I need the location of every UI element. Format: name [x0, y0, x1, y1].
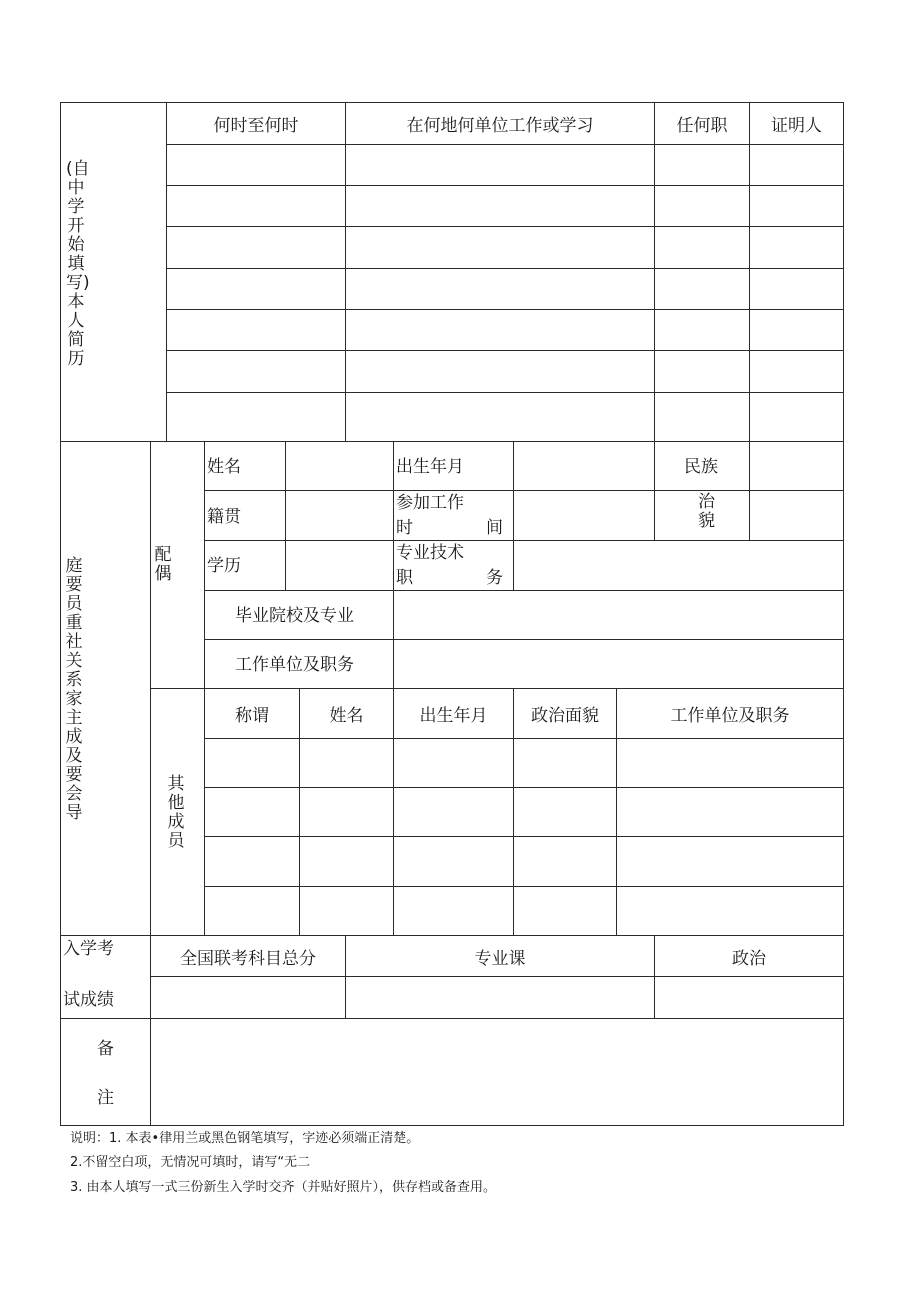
- spouse-birth-field[interactable]: [514, 442, 654, 490]
- spouse-work-start-field[interactable]: [514, 491, 654, 540]
- spouse-workplace-field[interactable]: [394, 640, 843, 688]
- remarks-label-2: 注: [97, 1088, 114, 1108]
- other-header-birth: 出生年月: [419, 706, 488, 726]
- spouse-work-start-label-2b: 间: [486, 518, 503, 538]
- spouse-work-start-label-2a: 时: [396, 518, 413, 538]
- resume-header-period: 何时至何时: [213, 116, 299, 136]
- spouse-title-label-2a: 职: [396, 568, 413, 588]
- resume-header-place: 在何地何单位工作或学习: [406, 116, 594, 136]
- spouse-ethnicity-field[interactable]: [750, 442, 843, 490]
- remarks-field[interactable]: [151, 1019, 843, 1125]
- family-side-label: 庭要员重社关系家主成及要会导: [65, 556, 83, 823]
- spouse-political-field[interactable]: [750, 491, 843, 540]
- other-header-workplace: 工作单位及职务: [670, 706, 790, 726]
- spouse-school-field[interactable]: [394, 591, 843, 639]
- table-row[interactable]: [167, 269, 843, 309]
- exam-major-field[interactable]: [346, 977, 654, 1018]
- table-row[interactable]: [205, 837, 843, 886]
- spouse-work-start-label-1: 参加工作: [396, 493, 464, 513]
- other-members-label: 其他成员: [167, 774, 185, 851]
- spouse-workplace-label: 工作单位及职务: [235, 655, 354, 675]
- table-row[interactable]: [167, 186, 843, 226]
- exam-header-politics: 政治: [732, 948, 766, 969]
- exam-label-1: 入学考: [63, 939, 114, 959]
- table-row[interactable]: [167, 145, 843, 185]
- table-row[interactable]: [167, 351, 843, 392]
- spouse-political-label-1: 治: [698, 492, 715, 512]
- table-row[interactable]: [167, 310, 843, 350]
- spouse-education-label: 学历: [207, 556, 241, 576]
- spouse-title-field[interactable]: [514, 541, 843, 590]
- spouse-title-label-1: 专业技术: [396, 543, 464, 563]
- spouse-title-label-2b: 务: [486, 568, 503, 588]
- exam-header-total: 全国联考科目总分: [180, 948, 316, 969]
- spouse-birth-label: 出生年月: [396, 457, 464, 477]
- note-line-1: 说明：1. 本表•律用兰或黑色钢笔填写，字迹必须端正清楚。: [70, 1131, 420, 1146]
- table-row[interactable]: [167, 393, 843, 441]
- note-line-2: 2.不留空白项，无情况可填时，请写“无二: [70, 1155, 311, 1170]
- spouse-political-label-2: 貌: [698, 511, 715, 531]
- note-line-3: 3. 由本人填写一式三份新生入学时交齐（并贴好照片），供存档或备查用。: [70, 1180, 497, 1195]
- exam-header-major: 专业课: [474, 948, 526, 969]
- exam-total-field[interactable]: [151, 977, 345, 1018]
- spouse-name-field[interactable]: [286, 442, 393, 490]
- spouse-native-place-field[interactable]: [286, 491, 393, 540]
- other-header-relation: 称谓: [235, 706, 269, 726]
- other-header-political: 政治面貌: [531, 706, 599, 726]
- remarks-label-1: 备: [97, 1039, 114, 1059]
- spouse-school-label: 毕业院校及专业: [235, 606, 354, 626]
- exam-label-2: 试成绩: [63, 990, 114, 1010]
- other-header-name: 姓名: [329, 706, 364, 726]
- table-row[interactable]: [167, 227, 843, 268]
- spouse-native-place-label: 籍贯: [207, 507, 241, 527]
- exam-politics-field[interactable]: [655, 977, 843, 1018]
- resume-header-position: 任何职: [676, 116, 728, 136]
- table-row[interactable]: [205, 739, 843, 787]
- spouse-label: 配偶: [154, 545, 172, 584]
- spouse-education-field[interactable]: [286, 541, 393, 590]
- table-row[interactable]: [205, 788, 843, 836]
- table-row[interactable]: [205, 887, 843, 935]
- spouse-ethnicity-label: 民族: [684, 457, 718, 477]
- spouse-name-label: 姓名: [207, 457, 241, 477]
- resume-side-label: (自中学开始填写)本人简历: [66, 159, 90, 369]
- resume-header-witness: 证明人: [771, 116, 822, 136]
